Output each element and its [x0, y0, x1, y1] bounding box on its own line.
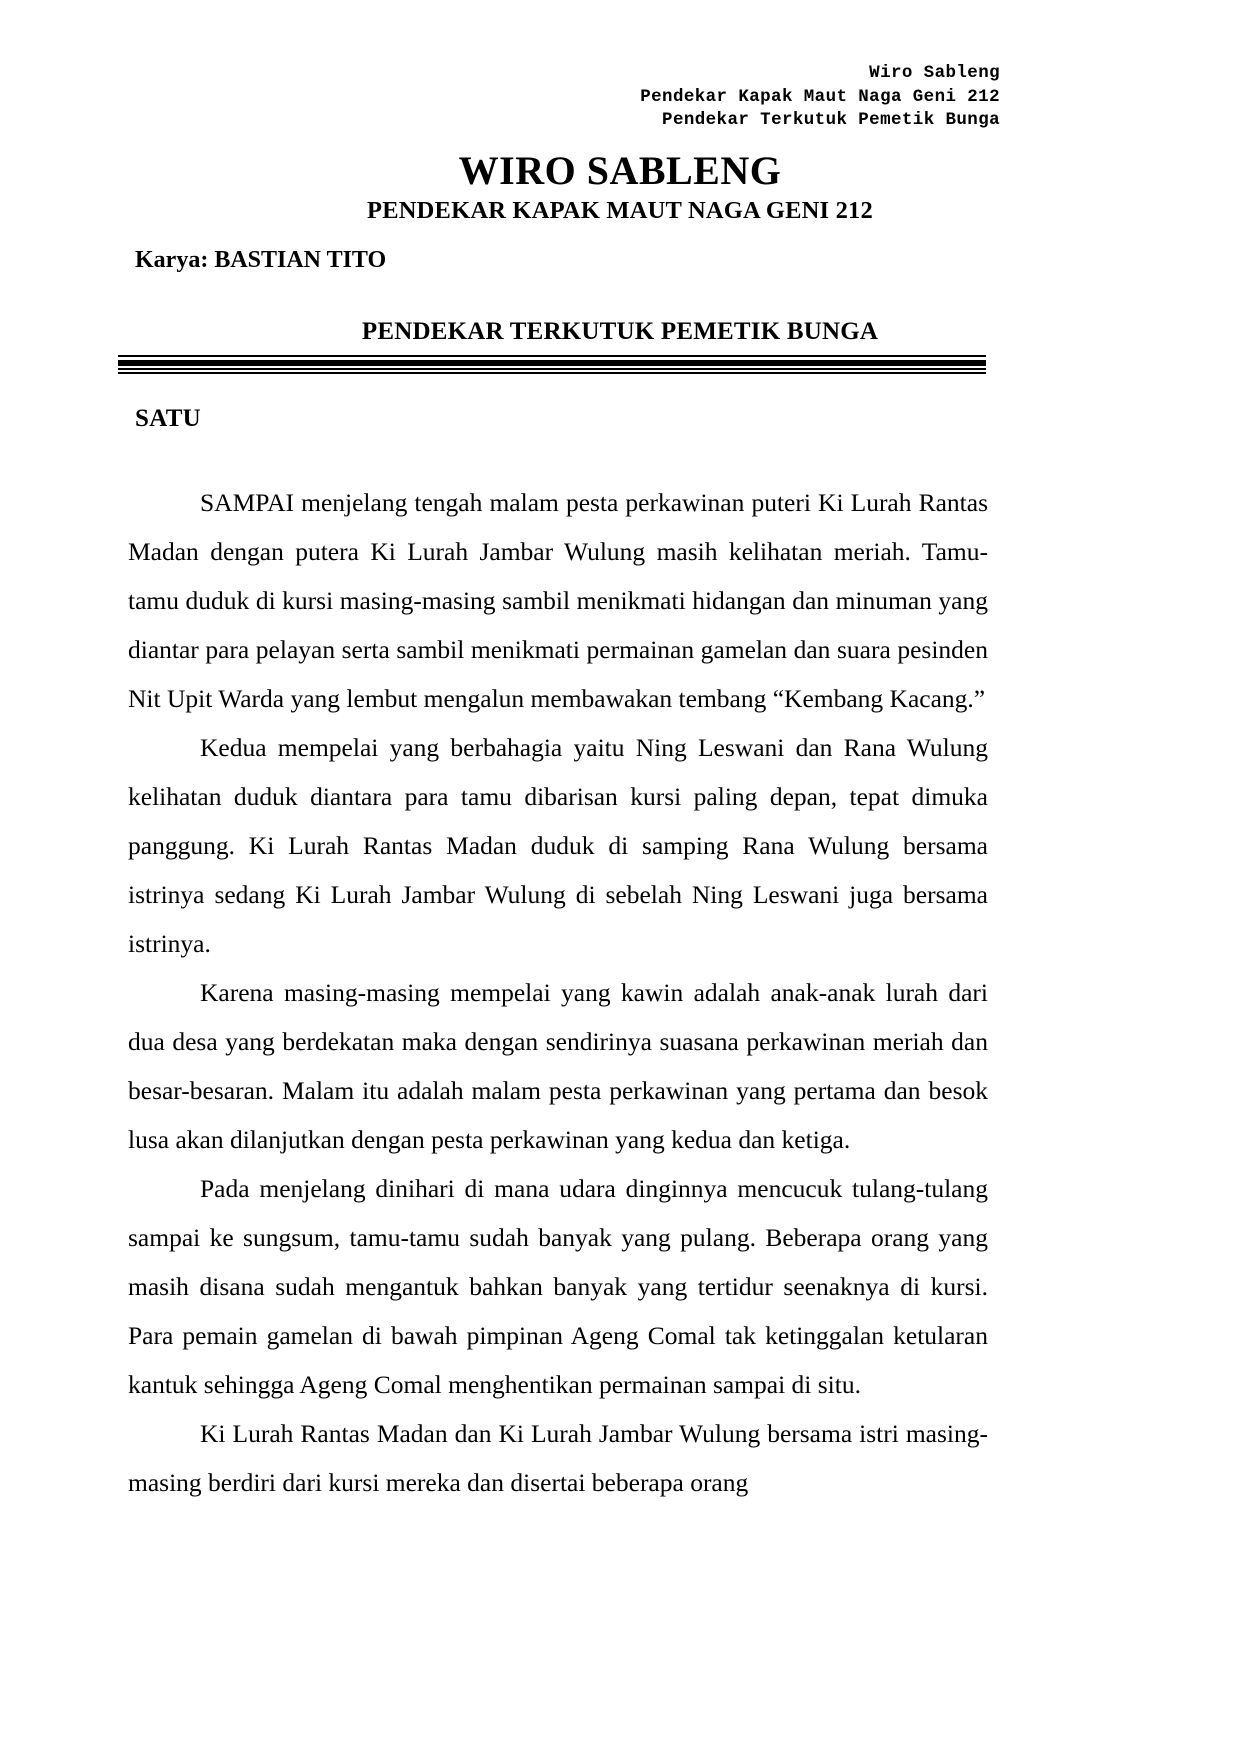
running-header-line-1: Wiro Sableng [869, 63, 1000, 83]
ornamental-divider [118, 355, 986, 374]
title-block [0, 148, 1240, 226]
book-title: WIRO SABLENG [458, 148, 782, 193]
body-paragraph: Kedua mempelai yang berbahagia yaitu Ning Leswani dan Rana Wulung kelihatan duduk diantara para tamu dibarisan kursi paling depan, tepat dimuka panggung. Ki Lurah Rantas Madan duduk di samping Rana Wulung bersama istrinya sedang Ki Lurah Jambar Wulung di sebelah Ning Leswani juga bersama istrinya. [128, 733, 988, 958]
chapter-title: PENDEKAR TERKUTUK PEMETIK BUNGA [361, 318, 879, 345]
running-header [640, 62, 1000, 133]
body-paragraph: Karena masing-masing mempelai yang kawin adalah anak-anak lurah dari dua desa yang berdekatan maka dengan sendirinya suasana perkawinan meriah dan besar-besaran. Malam itu adalah malam pesta perkawinan yang pertama dan besok lusa akan dilanjutkan dengan pesta perkawinan yang kedua dan ketiga. [128, 978, 988, 1154]
body-paragraph: Pada menjelang dinihari di mana udara dinginnya mencucuk tulang-tulang sampai ke sungsum, tamu-tamu sudah banyak yang pulang. Beberapa orang yang masih disana sudah mengantuk bahkan banyak yang tertidur seenaknya di kursi. Para pemain gamelan di bawah pimpinan Ageng Comal tak ketinggalan ketularan kantuk sehingga Ageng Comal menghentikan permainan sampai di situ. [128, 1174, 988, 1399]
body-paragraph: Ki Lurah Rantas Madan dan Ki Lurah Jambar Wulung bersama istri masing-masing berdiri dari kursi mereka dan disertai beberapa orang [128, 1419, 988, 1497]
divider-line-thin-bottom [118, 372, 986, 374]
running-header-line-2: Pendekar Kapak Maut Naga Geni 212 [640, 86, 1000, 107]
running-header-line-3: Pendekar Terkutuk Pemetik Bunga [662, 110, 1000, 130]
body-paragraph: SAMPAI menjelang tengah malam pesta perkawinan puteri Ki Lurah Rantas Madan dengan putera Ki Lurah Jambar Wulung masih kelihatan meriah. Tamu-tamu duduk di kursi masing-masing sambil menikmati hidangan dan minuman yang diantar para pelayan serta sambil menikmati permainan gamelan dan suara pesinden Nit Upit Warda yang lembut mengalun membawakan tembang “Kembang Kacang.” [128, 488, 988, 713]
book-subtitle: PENDEKAR KAPAK MAUT NAGA GENI 212 [367, 197, 873, 224]
body-text [128, 478, 988, 1507]
author-line: Karya: BASTIAN TITO [135, 247, 387, 273]
section-label: SATU [135, 405, 202, 432]
